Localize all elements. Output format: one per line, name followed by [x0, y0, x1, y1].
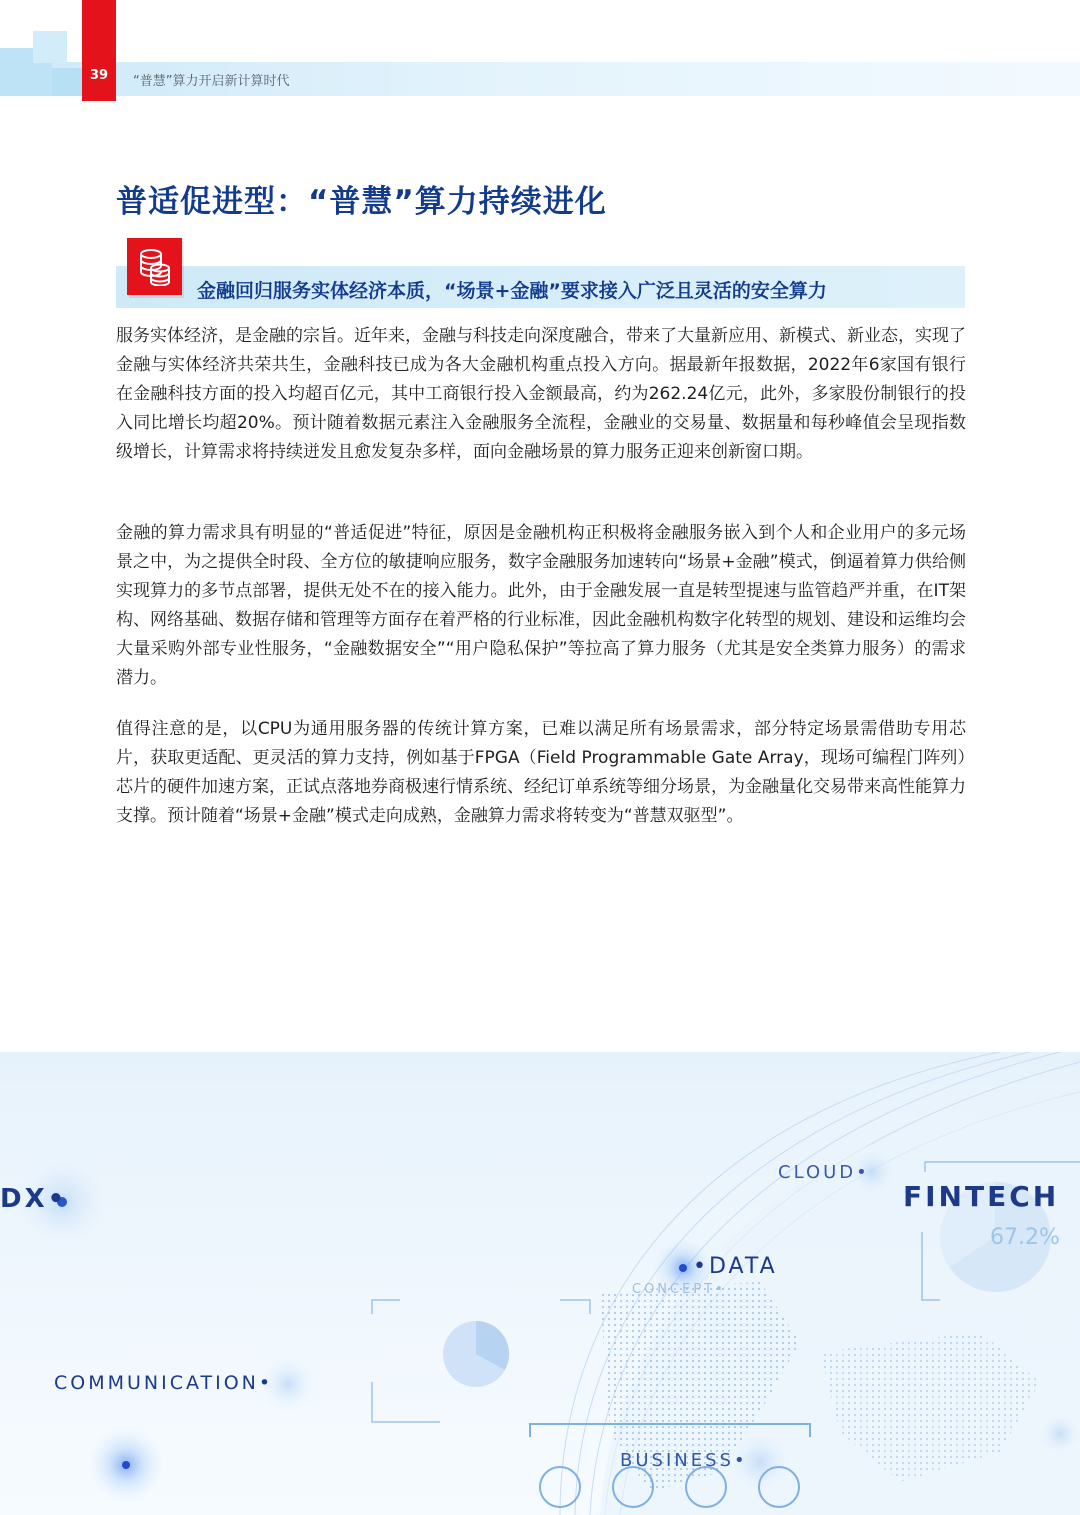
running-title: “普慧”算力开启新计算时代: [133, 74, 290, 89]
label-concept: CONCEPT•: [632, 1282, 726, 1297]
body-paragraph: 服务实体经济，是金融的宗旨。近年来，金融与科技走向深度融合，带来了大量新应用、新模式、新业态，实现了金融与实体经济共荣共生，金融科技已成为各大金融机构重点投入方向。据最新年报数据，2022年6家国有银行在金融科技方面的投入均超百亿元，其中工商银行投入金额最高，约为262.24亿元，此外，多家股份制银行的投入同比增长均超20%。预计随着数据元素注入金融服务全流程，金融业的交易量、数据量和每秒峰值会呈现指数级增长，计算需求将持续迸发且愈发复杂多样，面向金融场景的算力服务正迎来创新窗口期。: [116, 326, 966, 462]
label-business: BUSINESS•: [620, 1450, 748, 1471]
label-percent: 67.2%: [990, 1225, 1060, 1250]
tech-illustration: [0, 1052, 1080, 1515]
label-fintech: FINTECH: [903, 1180, 1060, 1213]
illustration-graphics: [0, 1052, 1080, 1515]
body-paragraph: 值得注意的是，以CPU为通用服务器的传统计算方案，已难以满足所有场景需求，部分特定场景需借助专用芯片，获取更适配、更灵活的算力支持，例如基于FPGA（Field Programmable Gate Array，现场可编程门阵列）芯片的硬件加速方案，正试点落地券商极速行情系统、经纪订单系统等细分场景，为金融量化交易带来高性能算力支撑。预计随着“场景+金融”模式走向成熟，金融算力需求将转变为“普慧双驱型”。: [116, 719, 966, 826]
section-title: 普适促进型：“普慧”算力持续进化: [116, 184, 607, 220]
header-deco-block: [33, 31, 67, 63]
label-cloud: CLOUD•: [778, 1162, 870, 1183]
label-dx: DX•: [0, 1184, 68, 1214]
label-data: •DATA: [693, 1254, 778, 1279]
coins-stack-icon: [127, 238, 182, 295]
body-paragraph: 金融的算力需求具有明显的“普适促进”特征，原因是金融机构正积极将金融服务嵌入到个人和企业用户的多元场景之中，为之提供全时段、全方位的敏捷响应服务，数字金融服务加速转向“场景+金融”模式，倒逼着算力供给侧实现算力的多节点部署，提供无处不在的接入能力。此外，由于金融发展一直是转型提速与监管趋严并重，在IT架构、网络基础、数据存储和管理等方面存在着严格的行业标准，因此金融机构数字化转型的规划、建设和运维均会大量采购外部专业性服务，“金融数据安全”“用户隐私保护”等拉高了算力服务（尤其是安全类算力服务）的需求潜力。: [116, 523, 966, 688]
page-tab: [82, 0, 116, 101]
section-subtitle: 金融回归服务实体经济本质，“场景+金融”要求接入广泛且灵活的安全算力: [197, 280, 827, 302]
page-number: 39: [89, 68, 109, 83]
label-communication: COMMUNICATION•: [54, 1372, 274, 1394]
